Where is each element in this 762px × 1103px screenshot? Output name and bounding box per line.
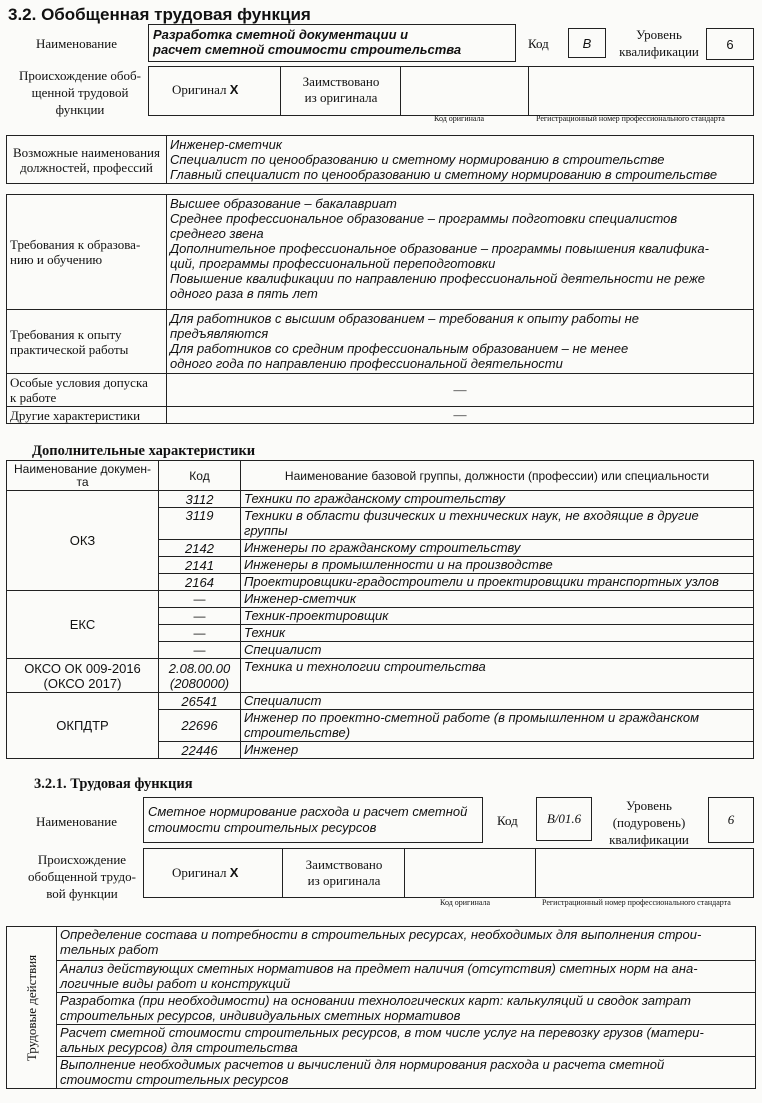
okz-code: 2141: [159, 557, 241, 574]
special-label-line2: к работе: [10, 390, 57, 405]
actions-table: [6, 926, 756, 1089]
education-label: [7, 195, 167, 310]
experience-label-line2: практической работы: [10, 341, 129, 357]
okz-code: 2142: [159, 540, 241, 557]
tf-borrowed-line2: из оригинала: [307, 873, 381, 888]
okso-code: [159, 659, 241, 693]
experience-label-line1: Требования к опыту: [10, 326, 122, 342]
special-label: [7, 374, 167, 407]
okz-name: Инженеры по гражданскому строительству: [241, 540, 754, 557]
gtf-level-value: 6: [706, 28, 754, 60]
tf-original-mark: X: [229, 865, 239, 880]
gtf-name-box: [148, 24, 516, 62]
tf-borrowed-line1: Заимствовано: [305, 857, 383, 872]
okpdtr-label: ОКПДТР: [7, 693, 159, 759]
education-line: Повышение квалификации по направлению профессиональной деятельности не реже: [170, 271, 706, 286]
okz-label: ОКЗ: [7, 491, 159, 591]
eks-name: Инженер-сметчик: [241, 591, 754, 608]
header-name: Наименование базовой группы, должности (профессии) или специальности: [241, 461, 754, 491]
tf-code-label: Код: [497, 813, 518, 828]
position-item: Главный специалист по ценообразованию и сметному нормированию в строительстве: [170, 167, 718, 182]
gtf-reg-caption: Регистрационный номер профессионального стандарта: [536, 114, 725, 123]
action-line2: строительных ресурсов, индивидуальных сметных нормативов: [60, 1008, 461, 1023]
other-label: Другие характеристики: [7, 407, 167, 424]
tf-origin-label: [22, 851, 142, 902]
okso-label-line2: (ОКСО 2017): [43, 675, 122, 691]
experience-line: предъявляются: [170, 326, 269, 341]
experience-line: Для работников со средним профессиональным образованием – не менее: [170, 341, 629, 356]
header-code: Код: [159, 461, 241, 491]
eks-code: —: [159, 591, 241, 608]
okso-label-line1: ОКСО ОК 009-2016: [24, 660, 141, 676]
eks-code: —: [159, 608, 241, 625]
tf-name-line1: Сметное нормирование расхода и расчет сметной: [148, 804, 468, 819]
action-item: [57, 1025, 756, 1057]
tf-original-label: Оригинал: [172, 865, 227, 880]
action-line1: Расчет сметной стоимости строительных ресурсов, в том числе услуг на перевозку грузов (матери-: [60, 1025, 704, 1040]
tf-title: 3.2.1. Трудовая функция: [34, 776, 193, 792]
okpdtr-code: 22446: [159, 742, 241, 759]
additional-title: Дополнительные характеристики: [32, 443, 256, 459]
okz-name-line2: группы: [244, 523, 288, 538]
special-label-line1: Особые условия допуска: [10, 375, 148, 390]
action-line1: Определение состава и потребности в строительных ресурсах, необходимых для выполнения строи-: [60, 927, 702, 942]
okso-code-line1: 2.08.00.00: [168, 660, 231, 676]
tf-level-value: 6: [708, 797, 754, 843]
action-item: [57, 993, 756, 1025]
tf-origin-label-line2: обобщенной трудо-: [28, 869, 136, 884]
positions-list: [167, 136, 754, 184]
action-line2: логичные виды работ и конструкций: [60, 976, 291, 991]
tf-original: [172, 865, 238, 881]
experience-text: [167, 310, 754, 374]
okso-label: [7, 659, 159, 693]
experience-line: Для работников с высшим образованием – требования к опыту работы не: [170, 311, 640, 326]
action-line1: Разработка (при необходимости) на основании технологических карт: калькуляций и сводок затрат: [60, 993, 691, 1008]
education-line: Среднее профессиональное образование – программы подготовки специалистов: [170, 211, 678, 226]
gtf-original-label: Оригинал: [172, 82, 227, 97]
other-value: —: [167, 407, 754, 424]
tf-origin-label-line3: вой функции: [46, 886, 118, 901]
gtf-original: [172, 82, 238, 98]
eks-name: Техник: [241, 625, 754, 642]
okz-name: Проектировщики-градостроители и проектировщики транспортных узлов: [241, 574, 754, 591]
okpdtr-code: 22696: [159, 710, 241, 742]
action-item: [57, 1057, 756, 1089]
requirements-table: [6, 194, 754, 424]
tf-code-value: В/01.6: [536, 797, 592, 841]
position-item: Специалист по ценообразованию и сметному нормированию в строительстве: [170, 152, 665, 167]
tf-name-box: [143, 797, 483, 843]
okso-code-line2: (2080000): [169, 675, 230, 691]
positions-table: [6, 135, 754, 184]
eks-code: —: [159, 642, 241, 659]
gtf-origin-label: [10, 67, 150, 118]
okz-code: 3112: [159, 491, 241, 508]
gtf-origin-box: [148, 66, 754, 116]
tf-level-label: [600, 797, 698, 848]
gtf-name-label: Наименование: [36, 36, 117, 51]
okpdtr-name: Инженер: [241, 742, 754, 759]
tf-name-line2: стоимости строительных ресурсов: [148, 820, 377, 835]
action-line1: Выполнение необходимых расчетов и вычислений для нормирования расхода и расчета сметной: [60, 1057, 665, 1072]
education-line: среднего звена: [170, 226, 264, 241]
gtf-origin-divider-3: [528, 66, 529, 116]
gtf-borrowed-line2: из оригинала: [304, 90, 378, 105]
gtf-code-orig-caption: Код оригинала: [434, 114, 485, 123]
okz-name: Инженеры в промышленности и на производстве: [241, 557, 754, 574]
gtf-origin-label-line1: Происхождение обоб-: [19, 68, 141, 83]
experience-line: одного года по направлению профессиональной деятельности: [170, 356, 563, 371]
tf-origin-label-line1: Происхождение: [37, 852, 127, 867]
positions-label-line1: Возможные наименования: [13, 144, 160, 160]
tf-level-label-line1: Уровень: [626, 798, 672, 813]
action-line2: стоимости строительных ресурсов: [60, 1072, 289, 1087]
action-item: [57, 927, 756, 961]
positions-label-line2: должностей, профессий: [20, 159, 153, 175]
eks-label: ЕКС: [7, 591, 159, 659]
tf-reg-caption: Регистрационный номер профессионального стандарта: [542, 898, 731, 907]
actions-label-cell: [7, 927, 57, 1089]
gtf-borrowed: [284, 74, 398, 106]
okpdtr-name: Специалист: [241, 693, 754, 710]
action-item: [57, 961, 756, 993]
position-item: Инженер-сметчик: [170, 137, 282, 152]
gtf-origin-divider-1: [280, 66, 281, 116]
education-label-line2: нию и обучению: [10, 252, 103, 267]
okz-name-line1: Техники в области физических и технических наук, не входящие в другие: [244, 508, 699, 523]
gtf-level-label-line2: квалификации: [619, 44, 699, 59]
tf-origin-divider-3: [535, 848, 536, 898]
gtf-origin-label-line3: функции: [55, 102, 105, 117]
section-title: 3.2. Обобщенная трудовая функция: [8, 5, 311, 24]
education-line: Дополнительное профессиональное образование – программы повышения квалифика-: [170, 241, 709, 256]
okz-name: Техники по гражданскому строительству: [241, 491, 754, 508]
gtf-level-label: [614, 26, 704, 60]
header-doc-line2: та: [76, 474, 89, 489]
eks-code: —: [159, 625, 241, 642]
okpdtr-name-line1: Инженер по проектно-сметной работе (в промышленном и гражданском: [244, 710, 699, 725]
experience-label: [7, 310, 167, 374]
action-line1: Анализ действующих сметных нормативов на предмет наличия (отсутствия) сметных норм на ана-: [60, 961, 698, 976]
okpdtr-name: [241, 710, 754, 742]
education-line: одного раза в пять лет: [170, 286, 318, 301]
actions-label: Трудовые действия: [23, 954, 39, 1061]
gtf-name-line2: расчет сметной стоимости строительства: [153, 42, 462, 57]
tf-borrowed: [286, 857, 402, 889]
gtf-code-value: В: [568, 28, 606, 58]
gtf-level-label-line1: Уровень: [636, 27, 682, 42]
tf-level-label-line2: (подуровень): [612, 815, 686, 830]
gtf-name-line1: Разработка сметной документации и: [153, 27, 409, 42]
positions-label: [7, 136, 167, 184]
education-line: ций, программы профессиональной переподготовки: [170, 256, 496, 271]
tf-level-label-line3: квалификации: [609, 832, 689, 847]
okz-code: 3119: [159, 508, 241, 540]
okpdtr-name-line2: строительстве): [244, 725, 351, 740]
education-line: Высшее образование – бакалавриат: [170, 196, 397, 211]
eks-name: Техник-проектировщик: [241, 608, 754, 625]
action-line2: тельных работ: [60, 942, 159, 957]
special-value: —: [167, 374, 754, 407]
okso-name: Техника и технологии строительства: [241, 659, 754, 693]
tf-code-orig-caption: Код оригинала: [440, 898, 491, 907]
okpdtr-code: 26541: [159, 693, 241, 710]
gtf-code-label: Код: [528, 36, 549, 51]
tf-origin-divider-1: [282, 848, 283, 898]
gtf-borrowed-line1: Заимствовано: [302, 74, 380, 89]
header-doc-line1: Наименование докумен-: [14, 461, 151, 476]
tf-origin-divider-2: [404, 848, 405, 898]
action-line2: альных ресурсов) для строительства: [60, 1040, 298, 1055]
tf-name-label: Наименование: [36, 814, 117, 829]
education-label-line1: Требования к образова-: [10, 237, 141, 252]
gtf-origin-divider-2: [400, 66, 401, 116]
gtf-origin-label-line2: щенной трудовой: [31, 85, 129, 100]
header-doc: [7, 461, 159, 491]
eks-name: Специалист: [241, 642, 754, 659]
gtf-original-mark: X: [229, 82, 239, 97]
okz-code: 2164: [159, 574, 241, 591]
education-text: [167, 195, 754, 310]
additional-table: [6, 460, 754, 759]
okz-name: [241, 508, 754, 540]
